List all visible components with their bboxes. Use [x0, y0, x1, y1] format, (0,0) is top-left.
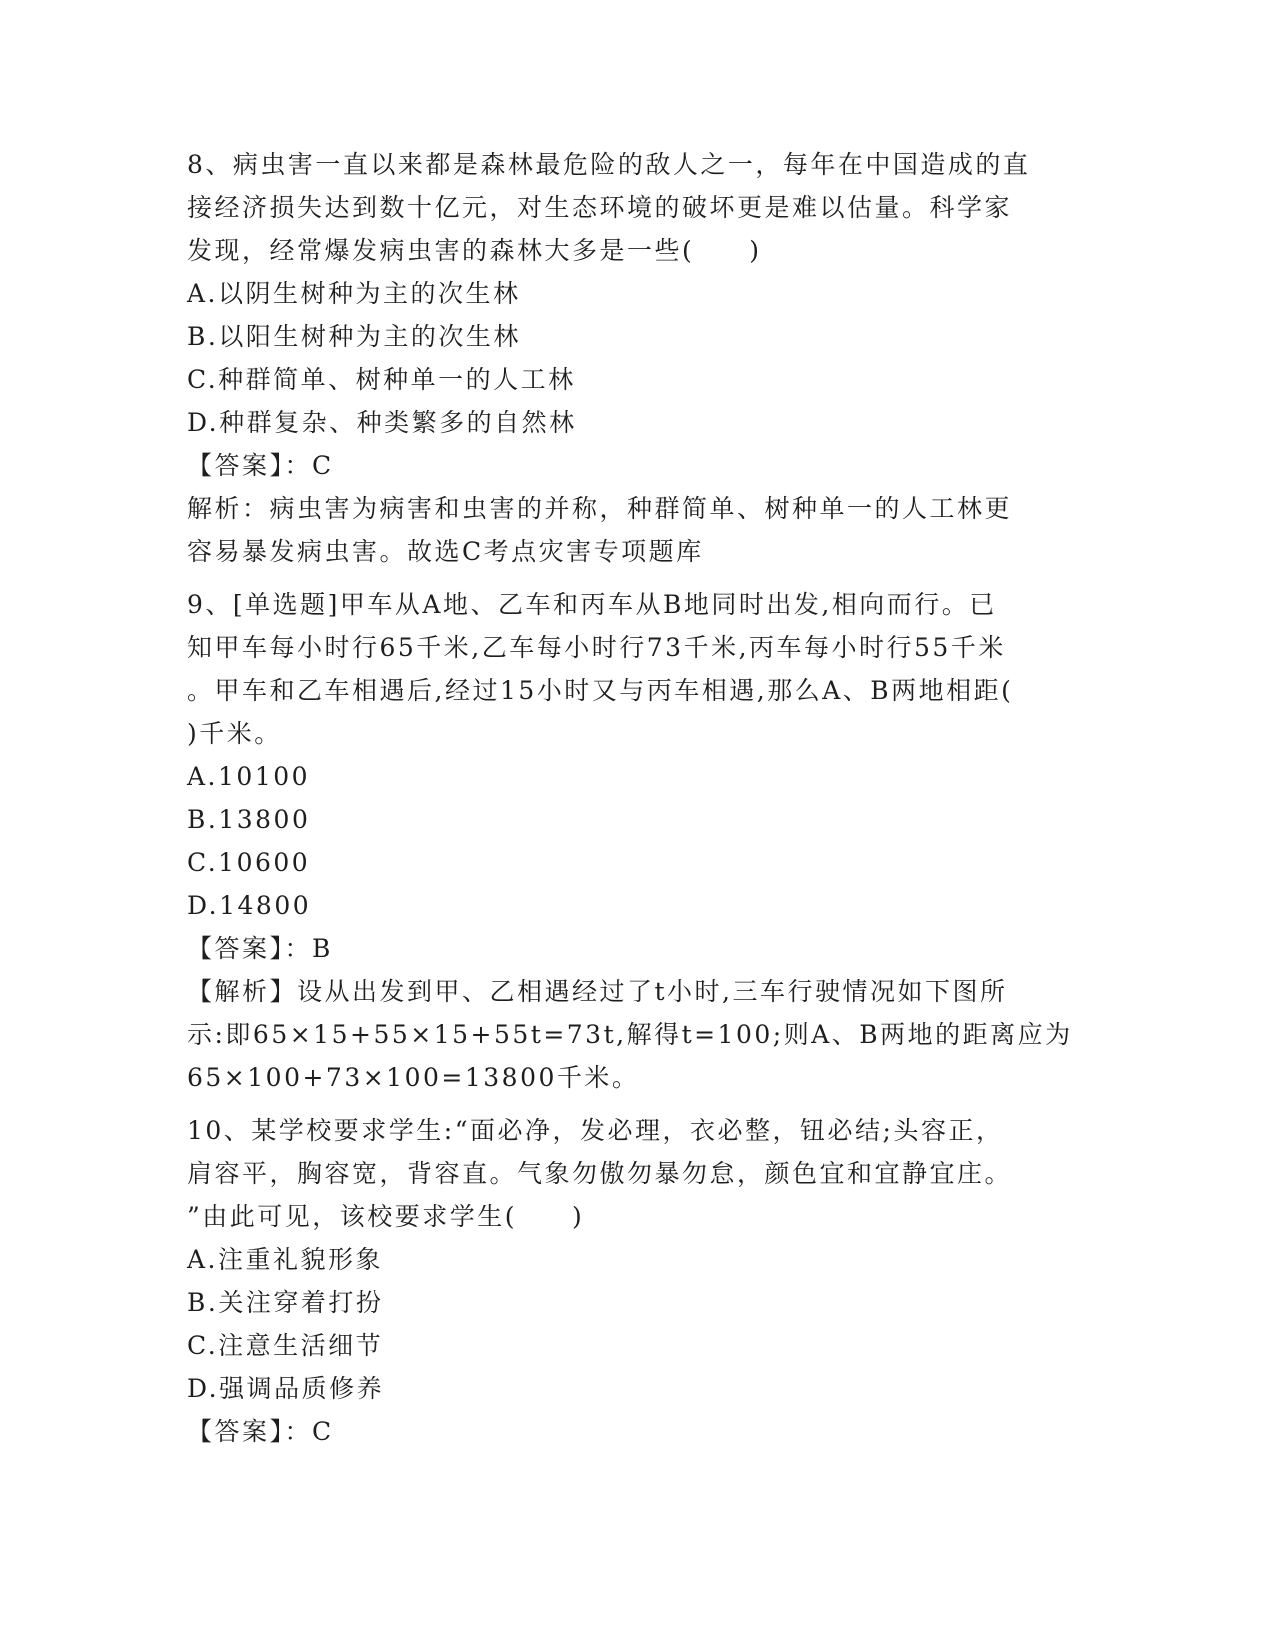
- option-b: B.关注穿着打扮: [187, 1288, 384, 1317]
- option-b: B.13800: [187, 805, 311, 834]
- answer-label: 【答案】：C: [187, 1417, 334, 1446]
- question-8: [187, 143, 1087, 573]
- option-c: C.注意生活细节: [187, 1331, 384, 1360]
- question-gap: [187, 1099, 1087, 1109]
- option-a: A.10100: [187, 762, 311, 791]
- question-stem-line: 知甲车每小时行65千米,乙车每小时行73千米,丙车每小时行55千米: [187, 633, 1006, 662]
- option-d: D.14800: [187, 891, 312, 920]
- answer-label: 【答案】：C: [187, 451, 334, 480]
- explanation-line: 容易暴发病虫害。故选C考点灾害专项题库: [187, 537, 704, 566]
- question-stem-line: 9、[单选题]甲车从A地、乙车和丙车从B地同时出发,相向而行。已: [187, 590, 997, 619]
- option-a: A.以阴生树种为主的次生林: [187, 279, 521, 308]
- question-10: [187, 1109, 1087, 1453]
- option-c: C.10600: [187, 848, 311, 877]
- question-gap: [187, 573, 1087, 583]
- explanation-line: 解析：病虫害为病害和虫害的并称，种群简单、树种单一的人工林更: [187, 494, 1013, 523]
- question-stem-line: )千米。: [187, 719, 282, 748]
- document-page: [187, 143, 1087, 1453]
- option-a: A.注重礼貌形象: [187, 1245, 384, 1274]
- question-stem-line: 8、病虫害一直以来都是森林最危险的敌人之一，每年在中国造成的直: [187, 150, 1031, 179]
- explanation-line: 65×100+73×100=13800千米。: [187, 1063, 640, 1092]
- answer-label: 【答案】：B: [187, 934, 333, 963]
- question-9: [187, 583, 1087, 1099]
- option-c: C.种群简单、树种单一的人工林: [187, 365, 576, 394]
- question-stem-line: 。甲车和乙车相遇后,经过15小时又与丙车相遇,那么A、B两地相距(: [187, 676, 1014, 705]
- explanation-line: 【解析】设从出发到甲、乙相遇经过了t小时,三车行驶情况如下图所: [187, 977, 1008, 1006]
- option-d: D.强调品质修养: [187, 1374, 385, 1403]
- question-stem-line: 发现，经常爆发病虫害的森林大多是一些( ): [187, 236, 762, 265]
- option-b: B.以阳生树种为主的次生林: [187, 322, 521, 351]
- option-d: D.种群复杂、种类繁多的自然林: [187, 408, 577, 437]
- explanation-line: 示:即65×15+55×15+55t=73t,解得t=100;则A、B两地的距离应为: [187, 1020, 1073, 1049]
- question-stem-line: 接经济损失达到数十亿元，对生态环境的破坏更是难以估量。科学家: [187, 193, 1013, 222]
- question-stem-line: ”由此可见，该校要求学生( ): [187, 1202, 585, 1231]
- question-stem-line: 肩容平，胸容宽，背容直。气象勿傲勿暴勿怠，颜色宜和宜静宜庄。: [187, 1159, 1013, 1188]
- question-stem-line: 10、某学校要求学生:“面必净，发必理，衣必整，钮必结;头容正，: [187, 1116, 1004, 1145]
